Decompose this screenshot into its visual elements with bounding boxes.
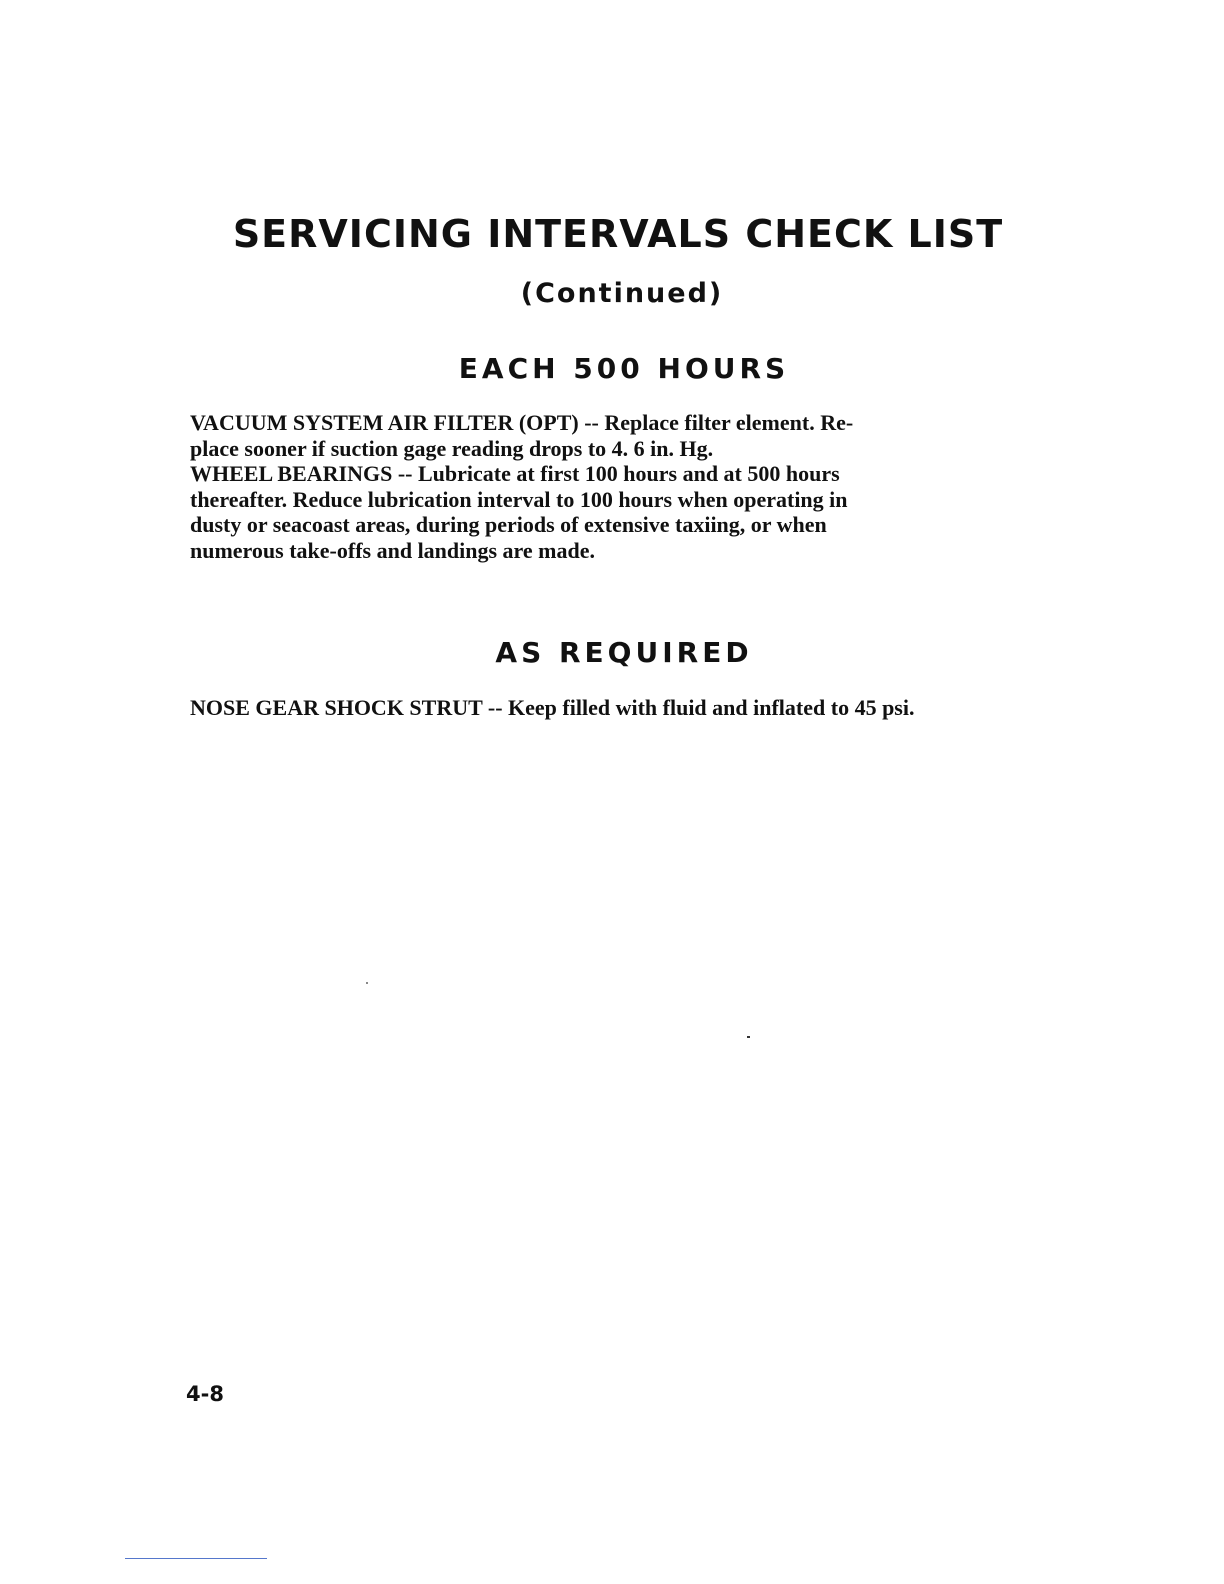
body-line: thereafter. Reduce lubrication interval to 100 hours when operating in bbox=[190, 486, 848, 512]
body-line: VACUUM SYSTEM AIR FILTER (OPT) -- Replace filter element. Re- bbox=[190, 410, 854, 435]
body-line: dusty or seacoast areas, during periods of extensive taxiing, or when bbox=[190, 512, 827, 537]
page-title: SERVICING INTERVALS CHECK LIST bbox=[232, 212, 1004, 256]
page-number: 4-8 bbox=[186, 1382, 224, 1406]
body-line: numerous take-offs and landings are made. bbox=[190, 537, 596, 563]
page-subtitle: (Continued) bbox=[520, 278, 724, 309]
body-line: NOSE GEAR SHOCK STRUT -- Keep filled with fluid and inflated to 45 psi. bbox=[190, 695, 915, 720]
body-line: WHEEL BEARINGS -- Lubricate at first 100 hours and at 500 hours bbox=[190, 461, 840, 486]
section-body-as-required bbox=[190, 695, 1070, 721]
section-heading-each-500-hours: EACH 500 HOURS bbox=[458, 352, 790, 385]
scan-speck bbox=[366, 982, 368, 984]
scan-edge-line bbox=[125, 1558, 267, 1559]
scan-speck bbox=[747, 1036, 750, 1038]
section-heading-as-required: AS REQUIRED bbox=[495, 636, 753, 669]
body-line: place sooner if suction gage reading drops to 4. 6 in. Hg. bbox=[190, 435, 714, 461]
section-body-each-500-hours bbox=[190, 410, 1070, 563]
